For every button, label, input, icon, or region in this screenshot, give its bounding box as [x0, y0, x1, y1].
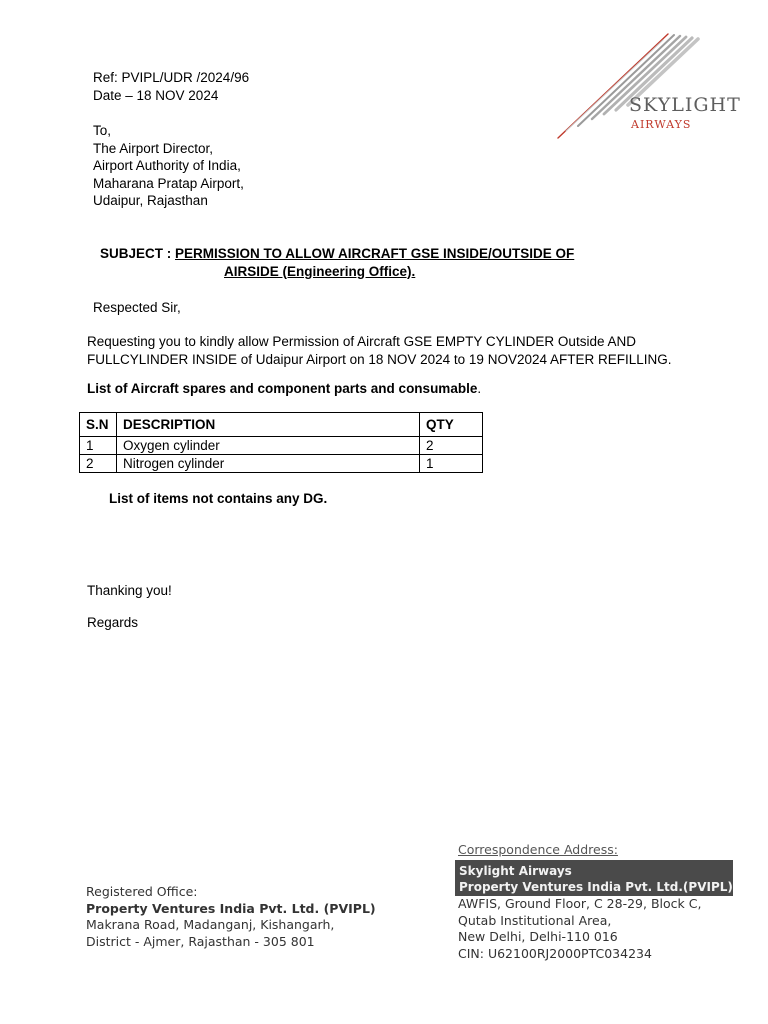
salutation: Respected Sir,	[93, 300, 181, 315]
registered-address-line: District - Ajmer, Rajasthan - 305 801	[86, 933, 315, 949]
correspondence-label: Correspondence Address:	[458, 842, 618, 857]
correspondence-address-line: Qutab Institutional Area,	[458, 912, 612, 928]
closing-thanks: Thanking you!	[87, 583, 172, 598]
recipient-line: Airport Authority of India,	[93, 158, 241, 173]
recipient-line: The Airport Director,	[93, 141, 214, 156]
items-table	[79, 412, 483, 473]
header-description: DESCRIPTION	[117, 413, 420, 437]
cell-qty: 1	[420, 455, 483, 473]
subject-line-2: AIRSIDE (Engineering Office).	[224, 263, 416, 279]
table-row	[80, 455, 483, 473]
header-qty: QTY	[420, 413, 483, 437]
recipient-to: To,	[93, 123, 112, 138]
body-line-1: Requesting you to kindly allow Permission of Aircraft GSE EMPTY CYLINDER Outside AND	[87, 334, 636, 349]
reference-number: Ref: PVIPL/UDR /2024/96	[93, 70, 250, 85]
subject-line-1: PERMISSION TO ALLOW AIRCRAFT GSE INSIDE/OUTSIDE OF	[175, 246, 575, 261]
cell-sn: 1	[80, 437, 117, 455]
correspondence-address-line: AWFIS, Ground Floor, C 28-29, Block C,	[458, 896, 702, 911]
registered-company: Property Ventures India Pvt. Ltd. (PVIPL)	[86, 900, 376, 916]
header-sn: S.N	[80, 413, 117, 437]
cell-description: Oxygen cylinder	[117, 437, 420, 455]
list-heading-period: .	[477, 381, 482, 396]
correspondence-cin: CIN: U62100RJ2000PTC034234	[458, 945, 652, 961]
cell-sn: 2	[80, 455, 117, 473]
logo-subtitle: AIRWAYS	[631, 118, 692, 131]
closing-regards: Regards	[87, 615, 139, 630]
registered-office	[86, 884, 376, 950]
logo-wordmark: SKYLIGHT	[629, 94, 741, 116]
recipient-line: Maharana Pratap Airport,	[93, 176, 244, 191]
registered-office-label: Registered Office:	[86, 884, 198, 899]
table-row	[80, 437, 483, 455]
cell-qty: 2	[420, 437, 483, 455]
body-line-2: FULLCYLINDER INSIDE of Udaipur Airport on 18 NOV 2024 to 19 NOV2024 AFTER REFILLING.	[87, 351, 672, 367]
subject-block	[100, 245, 660, 280]
list-heading-text: List of Aircraft spares and component parts and consumable	[87, 381, 478, 396]
recipient-line: Udaipur, Rajasthan	[93, 193, 208, 208]
correspondence-box-line: Property Ventures India Pvt. Ltd.(PVIPL)	[459, 880, 733, 894]
registered-address-line: Makrana Road, Madanganj, Kishangarh,	[86, 917, 335, 932]
subject-label: SUBJECT :	[100, 246, 176, 261]
skylight-airways-logo	[548, 26, 753, 144]
letter-date: Date – 18 NOV 2024	[93, 88, 219, 103]
list-heading	[87, 380, 481, 398]
correspondence-company-box	[455, 860, 733, 896]
dg-note: List of items not contains any DG.	[109, 491, 328, 506]
correspondence-address-line: New Delhi, Delhi-110 016	[458, 929, 618, 944]
correspondence-address	[458, 896, 701, 962]
body-paragraph	[87, 333, 727, 368]
cell-description: Nitrogen cylinder	[117, 455, 420, 473]
table-header-row	[80, 413, 483, 437]
correspondence-box-line: Skylight Airways	[459, 864, 572, 878]
